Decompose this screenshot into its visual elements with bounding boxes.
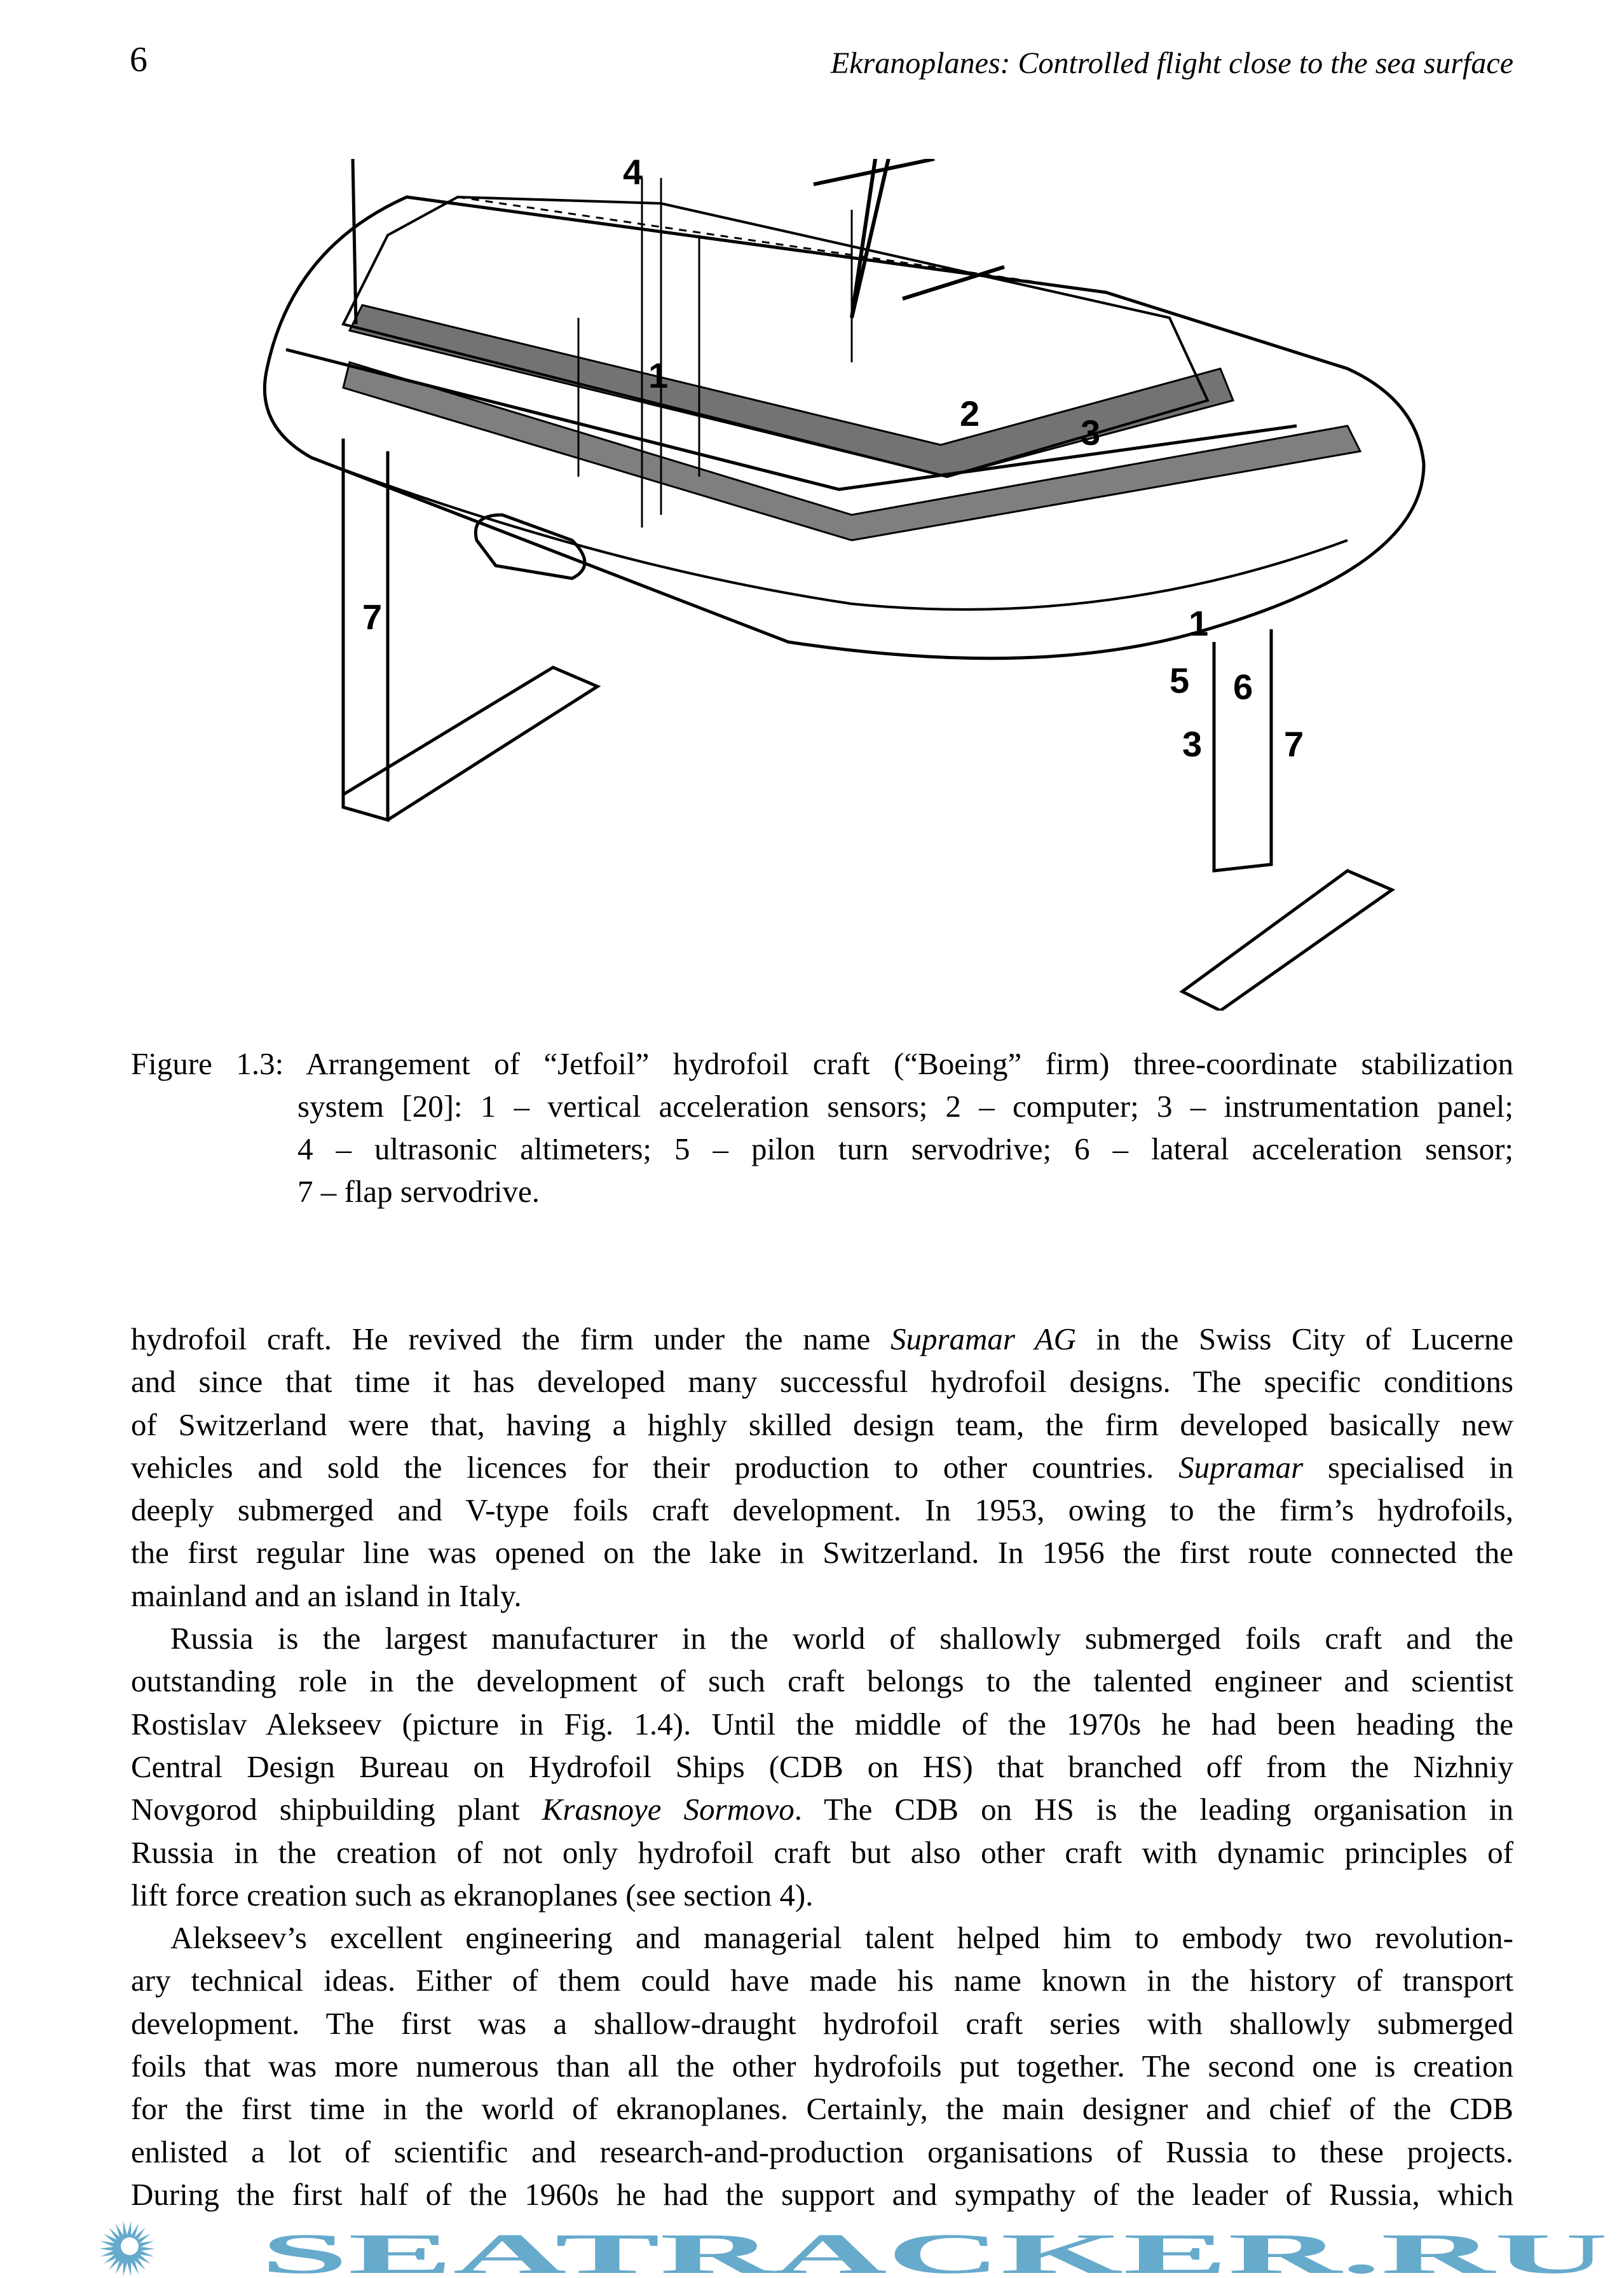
caption-line: Figure 1.3: Arrangement of “Jetfoil” hydrofoil craft (“Boeing” firm) three-coordinate stabilization — [131, 1046, 1513, 1081]
page-number: 6 — [130, 40, 147, 79]
starburst-shape — [99, 2221, 155, 2276]
body-text — [131, 1318, 1513, 2216]
forward-foil — [1182, 871, 1392, 1011]
callout-1-fwd: 1 — [1189, 603, 1209, 643]
watermark-text: SEATRACKER.RU — [261, 2223, 1608, 2278]
seatracker-watermark — [0, 2220, 1624, 2278]
caption-line: system [20]: 1 – vertical acceleration sensors; 2 – computer; 3 – instrumentation panel; — [297, 1089, 1513, 1124]
starburst-center — [121, 2237, 139, 2255]
text-line: enlisted a lot of scientific and research-and-production organisations of Russia to these projects. — [131, 2134, 1513, 2169]
text-line: Russia is the largest manufacturer in the world of shallowly submerged foils craft and the — [170, 1621, 1513, 1656]
text-line: Rostislav Alekseev (picture in Fig. 1.4). Until the middle of the 1970s he had been heading the — [131, 1706, 1513, 1742]
window-band-upper — [350, 305, 1233, 477]
text-line: foils that was more numerous than all the other hydrofoils put together. The second one is creation — [131, 2049, 1513, 2084]
text-line: for the first time in the world of ekranoplanes. Certainly, the main designer and chief of the CDB — [131, 2091, 1513, 2127]
callout-1: 1 — [648, 355, 669, 395]
text-line: outstanding role in the development of such craft belongs to the talented engineer and scientist — [131, 1663, 1513, 1699]
text-line: hydrofoil craft. He revived the firm under the name Supramar AG in the Swiss City of Lucerne — [131, 1321, 1513, 1356]
text-line: development. The first was a shallow-draught hydrofoil craft series with shallowly submerged — [131, 2005, 1513, 2041]
text-line: During the first half of the 1960s he had the support and sympathy of the leader of Russia, which — [131, 2176, 1513, 2212]
text-line: deeply submerged and V-type foils craft development. In 1953, owing to the firm’s hydrofoils, — [131, 1492, 1513, 1528]
mast — [814, 159, 1004, 318]
aft-pod — [475, 515, 585, 578]
callout-6: 6 — [1233, 667, 1253, 707]
text-line: and since that time it has developed many successful hydrofoil designs. The specific conditions — [131, 1364, 1513, 1400]
figure-caption — [131, 1042, 1513, 1213]
text-line: vehicles and sold the licences for their production to other countries. Supramar specialised in — [131, 1449, 1513, 1485]
text-line: Novgorod shipbuilding plant Krasnoye Sormovo. The CDB on HS is the leading organisation in — [131, 1792, 1513, 1827]
callout-2: 2 — [960, 393, 980, 433]
caption-line: 4 – ultrasonic altimeters; 5 – pilon turn servodrive; 6 – lateral acceleration sensor; — [297, 1131, 1513, 1166]
text-line: ary technical ideas. Either of them could have made his name known in the history of transport — [131, 1963, 1513, 1998]
starburst-logo-icon — [99, 2221, 155, 2276]
callout-7-fwd: 7 — [1284, 724, 1304, 764]
antenna — [353, 159, 356, 324]
callout-4: 4 — [623, 159, 643, 192]
jetfoil-hydrofoil-illustration — [216, 159, 1449, 1011]
running-title: Ekranoplanes: Controlled flight close to the sea surface — [830, 46, 1513, 80]
callout-3-fwd: 3 — [1182, 724, 1203, 764]
text-line: Russia in the creation of not only hydrofoil craft but also other craft with dynamic principles of — [131, 1834, 1513, 1870]
callout-3: 3 — [1081, 413, 1101, 453]
text-line: the first regular line was opened on the lake in Switzerland. In 1956 the first route connected the — [131, 1535, 1513, 1571]
caption-line: 7 – flap servodrive. — [297, 1174, 540, 1209]
aft-foil — [343, 667, 597, 820]
text-line: Alekseev’s excellent engineering and managerial talent helped him to embody two revolution- — [170, 1920, 1513, 1956]
text-line: Central Design Bureau on Hydrofoil Ships (CDB on HS) that branched off from the Nizhniy — [131, 1749, 1513, 1784]
text-line: lift force creation such as ekranoplanes (see section 4). — [131, 1877, 814, 1913]
forward-strut — [1214, 629, 1271, 871]
callout-7-aft: 7 — [362, 597, 383, 637]
callout-5: 5 — [1170, 660, 1190, 700]
text-line: mainland and an island in Italy. — [131, 1578, 522, 1613]
text-line: of Switzerland were that, having a highly skilled design team, the firm developed basically new — [131, 1407, 1513, 1442]
